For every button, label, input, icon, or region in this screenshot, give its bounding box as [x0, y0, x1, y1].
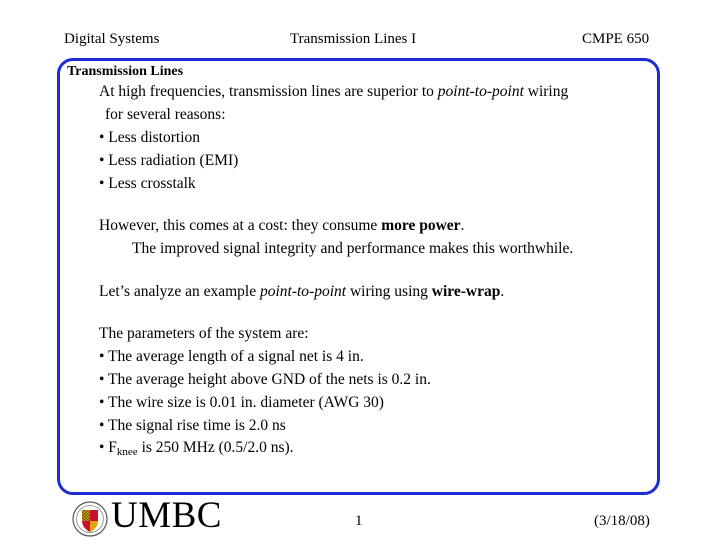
param-item-fknee: • $F_{knee}$ is 250 MHz (0.5/2.0 ns).: [99, 439, 294, 458]
header-topic: Transmission Lines I: [290, 31, 417, 47]
cost-line: However, this comes at a cost: they consume more power.: [99, 217, 465, 234]
slide-date: (3/18/08): [594, 513, 650, 529]
umbc-logo-text: UMBC: [111, 495, 222, 536]
reason-item: • Less radiation (EMI): [99, 152, 239, 169]
reason-item: • Less distortion: [99, 129, 201, 146]
slide-title: Transmission Lines: [67, 64, 184, 79]
param-item: • The signal rise time is 2.0 ns: [99, 417, 286, 434]
intro-line: At high frequencies, transmission lines are superior to point-to-point wiring: [99, 83, 569, 100]
param-item: • The average height above GND of the nets is 0.2 in.: [99, 371, 431, 388]
params-intro: The parameters of the system are:: [99, 325, 309, 342]
intro-continuation: for several reasons:: [105, 106, 226, 123]
reason-item: • Less crosstalk: [99, 175, 196, 192]
param-item: • The wire size is 0.01 in. diameter (AWG 30): [99, 394, 384, 411]
header-course-code: CMPE 650: [582, 31, 650, 47]
header-course: Digital Systems: [64, 31, 160, 47]
umbc-shield-icon: [72, 501, 108, 537]
param-item: • The average length of a signal net is 4 in.: [99, 348, 364, 365]
worthwhile-line: The improved signal integrity and performance makes this worthwhile.: [132, 240, 574, 257]
example-line: Let’s analyze an example point-to-point wiring using wire-wrap.: [99, 283, 505, 300]
page-number: 1: [355, 513, 363, 529]
